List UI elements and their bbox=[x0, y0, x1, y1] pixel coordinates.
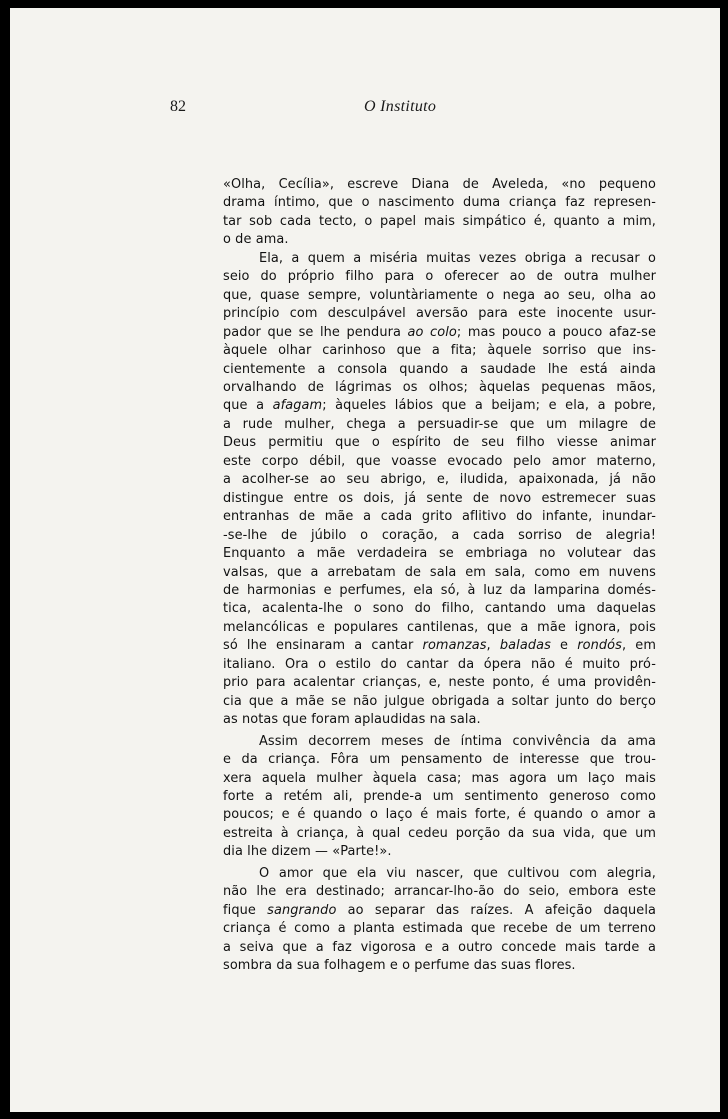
text-line bbox=[223, 194, 656, 212]
text-line bbox=[223, 843, 656, 861]
text-line bbox=[223, 545, 656, 563]
text-segment: , bbox=[486, 638, 500, 654]
text-line bbox=[223, 287, 656, 305]
text-segment: Assim decorrem meses de íntima convivência da ama bbox=[259, 733, 656, 749]
italic-text: ao colo bbox=[407, 324, 457, 340]
text-line bbox=[223, 920, 656, 938]
text-segment: Ela, a quem a miséria muitas vezes obriga a recusar o bbox=[259, 250, 656, 266]
text-line bbox=[223, 434, 656, 452]
text-segment: que, quase sempre, voluntàriamente o nega ao seu, olha ao bbox=[223, 287, 656, 303]
text-segment: poucos; e é quando o laço é mais forte, é quando o amor a bbox=[223, 807, 656, 823]
text-segment: Deus permitiu que o espírito de seu filho viesse animar bbox=[223, 435, 656, 451]
text-line bbox=[223, 788, 656, 806]
text-line bbox=[223, 471, 656, 489]
text-line bbox=[223, 865, 656, 883]
text-segment: fique bbox=[223, 902, 268, 918]
text-line bbox=[223, 825, 656, 843]
text-line bbox=[223, 527, 656, 545]
text-segment: só lhe ensinaram a cantar bbox=[223, 638, 423, 654]
text-line bbox=[223, 250, 656, 268]
text-segment: cientemente a consola quando a saudade lhe está ainda bbox=[223, 361, 656, 377]
text-line bbox=[223, 619, 656, 637]
text-segment: o de ama. bbox=[223, 232, 289, 248]
text-line bbox=[223, 637, 656, 655]
text-segment: melancólicas e populares cantilenas, que a mãe ignora, pois bbox=[223, 619, 656, 635]
text-segment: ao separar das raízes. A afeição daquela bbox=[336, 902, 657, 918]
text-line bbox=[223, 490, 656, 508]
text-segment: «Olha, Cecília», escreve Diana de Aveleda, «no pequeno bbox=[223, 177, 656, 192]
text-segment: as notas que foram aplaudidas na sala. bbox=[223, 712, 481, 728]
text-line bbox=[223, 231, 656, 249]
text-line bbox=[223, 711, 656, 729]
text-segment: distingue entre os dois, já sente de novo estremecer suas bbox=[223, 490, 656, 506]
paragraph bbox=[223, 865, 656, 976]
text-line bbox=[223, 508, 656, 526]
text-segment: a rude mulher, chega a persuadir-se que um milagre de bbox=[223, 416, 656, 432]
italic-text: baladas bbox=[499, 638, 551, 654]
text-segment: a acolher-se ao seu abrigo, e, iludida, apaixonada, já não bbox=[223, 472, 656, 488]
text-segment: xera aquela mulher àquela casa; mas agora um laço mais bbox=[223, 770, 656, 786]
italic-text: afagam bbox=[272, 398, 323, 414]
text-segment: e bbox=[550, 638, 578, 654]
text-segment: ; mas pouco a pouco afaz-se bbox=[456, 324, 656, 340]
text-segment: àquele olhar carinhoso que a fita; àquele sorriso que ins- bbox=[223, 343, 656, 359]
text-segment: de harmonias e perfumes, ela só, à luz da lamparina domés- bbox=[223, 582, 656, 598]
text-segment: ; àqueles lábios que a beijam; e ela, a pobre, bbox=[322, 398, 656, 414]
text-segment: Enquanto a mãe verdadeira se embriaga no volutear das bbox=[223, 546, 656, 562]
italic-text: sangrando bbox=[267, 902, 337, 918]
text-line bbox=[223, 324, 656, 342]
text-segment: prio para acalentar crianças, e, neste ponto, é uma providên- bbox=[223, 675, 656, 691]
text-line bbox=[223, 656, 656, 674]
text-line bbox=[223, 379, 656, 397]
text-segment: valsas, que a arrebatam de sala em sala, como em nuvens bbox=[223, 564, 656, 580]
page-number: 82 bbox=[170, 98, 186, 115]
text-line bbox=[223, 674, 656, 692]
text-segment: cia que a mãe se não julgue obrigada a soltar junto do berço bbox=[223, 693, 656, 709]
text-line bbox=[223, 806, 656, 824]
text-segment: forte a retém ali, prende-a um sentimento generoso como bbox=[223, 788, 656, 804]
text-line bbox=[223, 582, 656, 600]
text-segment: O amor que ela viu nascer, que cultivou com alegria, bbox=[259, 865, 656, 881]
text-segment: este corpo débil, que voasse evocado pelo amor materno, bbox=[223, 453, 656, 469]
text-segment: princípio com desculpável aversão para este inocente usur- bbox=[223, 306, 656, 322]
paragraph bbox=[223, 733, 656, 862]
text-line bbox=[223, 397, 656, 415]
text-segment: italiano. Ora o estilo do cantar da ópera não é muito pró- bbox=[223, 656, 656, 672]
text-segment: pador que se lhe pendura bbox=[223, 324, 408, 340]
text-segment: estreita à criança, à qual cedeu porção da sua vida, que um bbox=[223, 825, 656, 841]
text-segment: entranhas de mãe a cada grito aflitivo do infante, inundar- bbox=[223, 509, 656, 525]
text-segment: a seiva que a faz vigorosa e a outro concede mais tarde a bbox=[223, 939, 656, 955]
text-line bbox=[223, 957, 656, 975]
paragraph bbox=[223, 250, 656, 730]
text-segment: -se-lhe de júbilo o coração, a cada sorriso de alegria! bbox=[223, 527, 656, 543]
text-segment: orvalhando de lágrimas os olhos; àquelas pequenas mãos, bbox=[223, 379, 656, 395]
text-segment: tica, acalenta-lhe o sono do filho, cantando uma daquelas bbox=[223, 601, 656, 617]
text-segment: criança é como a planta estimada que recebe de um terreno bbox=[223, 921, 656, 937]
text-line bbox=[223, 770, 656, 788]
text-segment: sombra da sua folhagem e o perfume das suas flores. bbox=[223, 958, 576, 974]
book-page bbox=[10, 8, 720, 1112]
text-line bbox=[223, 176, 656, 194]
text-line bbox=[223, 600, 656, 618]
text-segment: seio do próprio filho para o oferecer ao de outra mulher bbox=[223, 269, 656, 285]
italic-text: romanzas bbox=[422, 638, 487, 654]
text-segment: não lhe era destinado; arrancar-lho-ão do seio, embora este bbox=[223, 884, 656, 900]
running-title: O Instituto bbox=[364, 98, 437, 115]
text-line bbox=[223, 305, 656, 323]
text-line bbox=[223, 342, 656, 360]
text-line bbox=[223, 361, 656, 379]
text-segment: e da criança. Fôra um pensamento de interesse que trou- bbox=[223, 752, 656, 768]
text-line bbox=[223, 213, 656, 231]
text-line bbox=[223, 751, 656, 769]
text-segment: dia lhe dizem — «Parte!». bbox=[223, 844, 392, 860]
text-line bbox=[223, 268, 656, 286]
text-line bbox=[223, 416, 656, 434]
text-line bbox=[223, 453, 656, 471]
text-segment: , em bbox=[621, 638, 656, 654]
text-line bbox=[223, 693, 656, 711]
body-text bbox=[223, 176, 656, 975]
text-line bbox=[223, 883, 656, 901]
text-line bbox=[223, 564, 656, 582]
text-line bbox=[223, 939, 656, 957]
text-line bbox=[223, 733, 656, 751]
text-segment: tar sob cada tecto, o papel mais simpático é, quanto a mim, bbox=[223, 213, 656, 229]
italic-text: rondós bbox=[577, 638, 622, 654]
text-segment: drama íntimo, que o nascimento duma criança faz represen- bbox=[223, 195, 656, 211]
paragraph bbox=[223, 176, 656, 250]
text-line bbox=[223, 902, 656, 920]
text-segment: que a bbox=[223, 398, 273, 414]
page-header bbox=[10, 98, 720, 122]
